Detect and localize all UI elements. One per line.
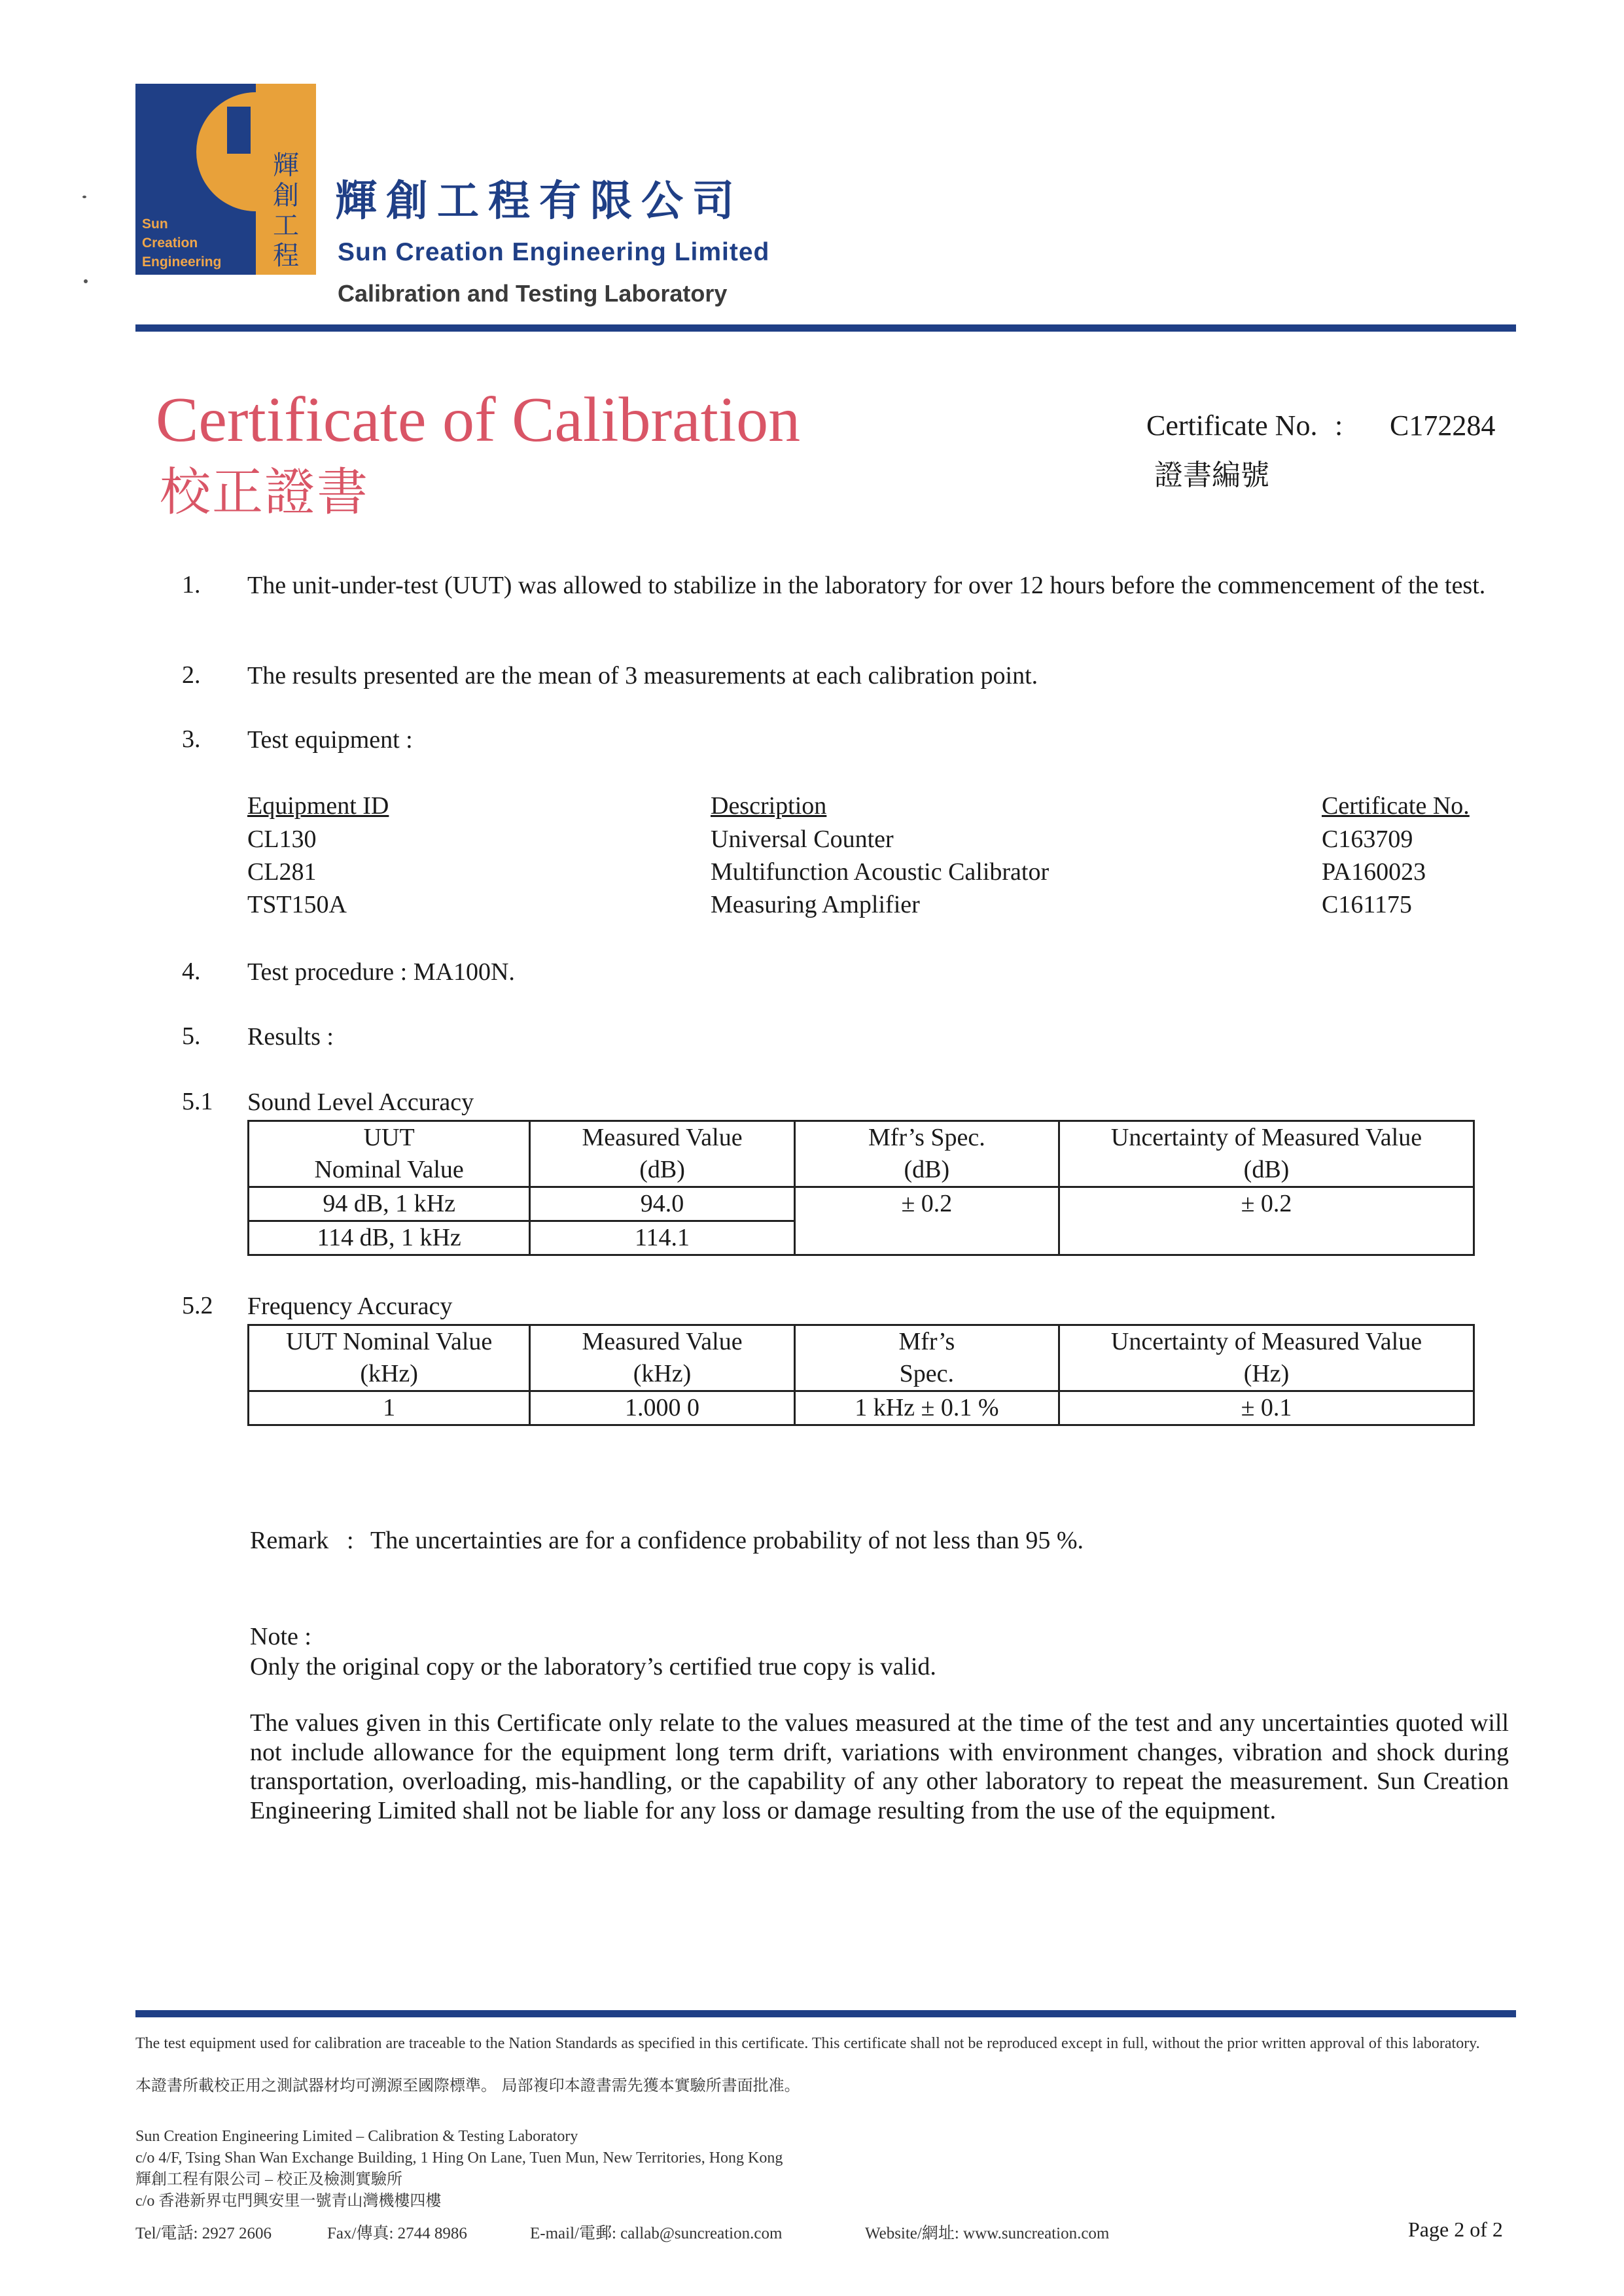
logo-chinese-text: 輝 創 工 程 — [273, 150, 299, 271]
mfr-spec-cell: ± 0.2 — [794, 1187, 1059, 1255]
scan-speck — [84, 279, 88, 283]
address-line: 輝創工程有限公司 – 校正及檢測實驗所 — [135, 2171, 402, 2188]
certificate-number-value: C172284 — [1390, 409, 1496, 442]
column-header: UUT Nominal Value — [249, 1121, 530, 1187]
remark-text: The uncertainties are for a confidence probability of not less than 95 %. — [370, 1527, 1084, 1554]
column-header: Measured Value (kHz) — [530, 1325, 794, 1391]
certificate-number-label-chinese: 證書編號 — [1154, 459, 1269, 492]
equipment-certificate-no: C163709 — [1322, 826, 1413, 853]
traceability-statement-chinese: 本證書所載校正用之測試器材均可溯源至國際標準。 局部複印本證書需先獲本實驗所書面批准。 — [135, 2076, 800, 2095]
equipment-id: CL130 — [247, 826, 317, 853]
table-row — [249, 1391, 1474, 1425]
item-text: The unit-under-test (UUT) was allowed to stabilize in the laboratory for over 12 hours before the commencement of the test. — [247, 572, 1486, 599]
note-label: Note : — [250, 1623, 311, 1650]
header-divider — [135, 324, 1516, 332]
certificate-title-chinese: 校正證書 — [160, 463, 370, 522]
equipment-description: Multifunction Acoustic Calibrator — [711, 858, 1050, 886]
table-header-row — [249, 1325, 1474, 1391]
scan-speck — [82, 196, 86, 198]
company-name-english: Sun Creation Engineering Limited — [338, 238, 770, 266]
section-number: 5.1 — [182, 1088, 213, 1115]
equipment-id: CL281 — [247, 858, 317, 886]
column-header: UUT Nominal Value (kHz) — [249, 1325, 530, 1391]
nominal-value-cell: 1 — [249, 1391, 530, 1425]
note-text: Only the original copy or the laboratory’s certified true copy is valid. — [250, 1653, 936, 1680]
email-link[interactable]: E-mail/電郵: callab@suncreation.com — [530, 2225, 783, 2242]
address-line: c/o 4/F, Tsing Shan Wan Exchange Building, 1 Hing On Lane, Tuen Mun, New Territories, Hong Kong — [135, 2149, 783, 2166]
equipment-description: Measuring Amplifier — [711, 891, 920, 918]
nominal-value-cell: 114 dB, 1 kHz — [249, 1221, 530, 1255]
item-number: 1. — [182, 571, 201, 599]
company-name-chinese: 輝創工程有限公司 — [335, 177, 743, 226]
laboratory-name: Calibration and Testing Laboratory — [338, 280, 728, 307]
measured-value-cell: 1.000 0 — [530, 1391, 794, 1425]
item-number: 3. — [182, 725, 201, 753]
disclaimer-paragraph: The values given in this Certificate only relate to the values measured at the time of the test and any uncertainties quoted will not include allowance for the equipment long term drift, variations with environment changes, vibration and shock during transportation, overloading, mis-handling, or the capability of any other laboratory to repeat the measurement. Sun Creation Engineering Limited shall not be liable for any loss or damage resulting from the use of the equipment. — [250, 1709, 1509, 1824]
sound-level-table — [247, 1120, 1475, 1256]
frequency-table — [247, 1324, 1475, 1426]
table-row — [249, 1187, 1474, 1221]
uncertainty-cell: ± 0.2 — [1059, 1187, 1474, 1255]
item-text: Test procedure : MA100N. — [247, 958, 515, 986]
column-header: Uncertainty of Measured Value (dB) — [1059, 1121, 1474, 1187]
item-text: Results : — [247, 1023, 334, 1051]
certificate-no-header: Certificate No. — [1322, 792, 1470, 820]
company-logo — [135, 84, 316, 275]
remark-label: Remark — [250, 1527, 329, 1554]
item-text: Test equipment : — [247, 726, 413, 754]
column-header: Measured Value (dB) — [530, 1121, 794, 1187]
traceability-statement: The test equipment used for calibration are traceable to the Nation Standards as specified in this certificate. This certificate shall not be reproduced except in full, without the prior written approval of this laboratory. — [135, 2035, 1480, 2052]
mfr-spec-cell: 1 kHz ± 0.1 % — [794, 1391, 1059, 1425]
measured-value-cell: 114.1 — [530, 1221, 794, 1255]
item-number: 5. — [182, 1022, 201, 1050]
remark-colon: : — [347, 1527, 354, 1554]
page-number: Page 2 of 2 — [1408, 2218, 1503, 2241]
section-title: Frequency Accuracy — [247, 1293, 453, 1320]
table-header-row — [249, 1121, 1474, 1187]
fax: Fax/傳真: 2744 8986 — [327, 2225, 467, 2242]
item-number: 4. — [182, 958, 201, 985]
equipment-id: TST150A — [247, 891, 347, 918]
equipment-id-header: Equipment ID — [247, 792, 389, 820]
section-title: Sound Level Accuracy — [247, 1088, 474, 1116]
address-line: Sun Creation Engineering Limited – Calibration & Testing Laboratory — [135, 2128, 578, 2145]
nominal-value-cell: 94 dB, 1 kHz — [249, 1187, 530, 1221]
description-header: Description — [711, 792, 827, 820]
section-number: 5.2 — [182, 1292, 213, 1319]
certificate-number-label: Certificate No. — [1146, 409, 1318, 442]
measured-value-cell: 94.0 — [530, 1187, 794, 1221]
uncertainty-cell: ± 0.1 — [1059, 1391, 1474, 1425]
column-header: Uncertainty of Measured Value (Hz) — [1059, 1325, 1474, 1391]
address-line: c/o 香港新界屯門興安里一號青山灣機樓四樓 — [135, 2193, 442, 2210]
footer-divider — [135, 2010, 1516, 2017]
logo-english-text: Sun Creation Engineering — [142, 217, 222, 270]
equipment-certificate-no: C161175 — [1322, 891, 1412, 918]
item-text: The results presented are the mean of 3 measurements at each calibration point. — [247, 662, 1038, 689]
equipment-certificate-no: PA160023 — [1322, 858, 1426, 886]
telephone: Tel/電話: 2927 2606 — [135, 2225, 272, 2242]
column-header: Mfr’s Spec. — [794, 1325, 1059, 1391]
column-header: Mfr’s Spec. (dB) — [794, 1121, 1059, 1187]
certificate-title: Certificate of Calibration — [156, 385, 801, 455]
equipment-description: Universal Counter — [711, 826, 894, 853]
item-number: 2. — [182, 661, 201, 689]
logo-circle-notch — [227, 107, 251, 154]
website-link[interactable]: Website/網址: www.suncreation.com — [865, 2225, 1110, 2242]
certificate-number-colon: : — [1335, 409, 1343, 442]
laboratory-address — [135, 2126, 783, 2212]
